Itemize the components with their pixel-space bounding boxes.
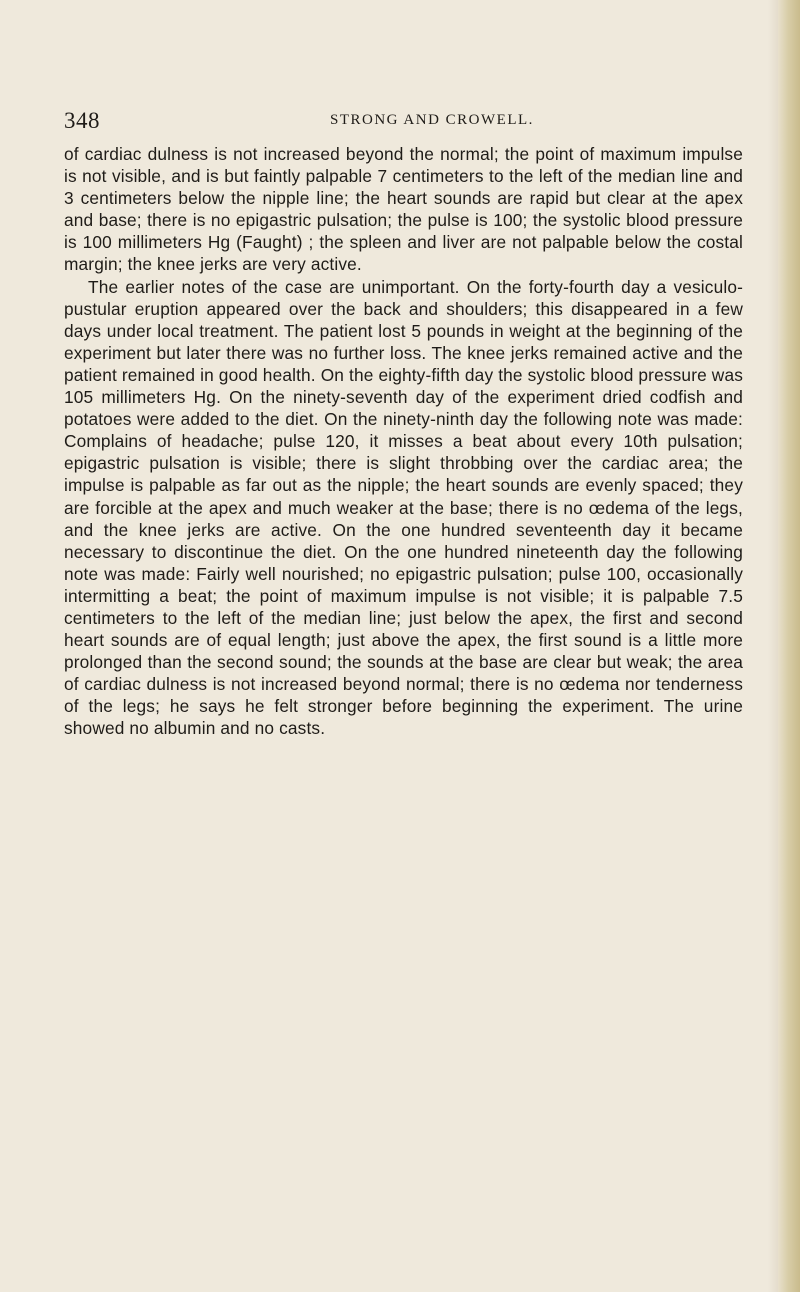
- page-header: [64, 108, 754, 138]
- paragraph-continuation: of cardiac dulness is not increased beyond the normal; the point of maximum impulse is not visible, and is but faintly palpable 7 centimeters to the left of the median line and 3 centimeters below the nipple line; the heart sounds are rapid but clear at the apex and base; there is no epigastric pulsation; the pulse is 100; the systolic blood pressure is 100 millimeters Hg (Faught) ; the spleen and liver are not palpable below the costal margin; the knee jerks are very active.: [64, 144, 743, 275]
- running-head: STRONG AND CROWELL.: [330, 112, 534, 128]
- page-gutter-shadow: [768, 0, 778, 1292]
- page-number: 348: [64, 108, 100, 133]
- paragraph-case-notes: The earlier notes of the case are unimportant. On the forty-fourth day a vesiculo-pustular eruption appeared over the back and shoulders; this disappeared in a few days under local treatment. The patient lost 5 pounds in weight at the beginning of the experiment but later there was no further loss. The knee jerks remained active and the patient remained in good health. On the eighty-fifth day the systolic blood pressure was 105 millimeters Hg. On the ninety-seventh day of the experiment dried codfish and potatoes were added to the diet. On the ninety-ninth day the following note was made: Complains of headache; pulse 120, it misses a beat about every 10th pulsation; epigastric pulsation is visible; there is slight throbbing over the cardiac area; the impulse is palpable as far out as the nipple; the heart sounds are evenly spaced; they are forcible at the apex and much weaker at the base; there is no œdema of the legs, and the knee jerks are active. On the one hundred seventeenth day it became necessary to discontinue the diet. On the one hundred nineteenth day the following note was made: Fairly well nourished; no epigastric pulsation; pulse 100, occasionally intermitting a beat; the point of maximum impulse is not visible; it is palpable 7.5 centimeters to the left of the median line; just below the apex, the first and second heart sounds are of equal length; just above the apex, the first sound is a little more prolonged than the second sound; the sounds at the base are clear but weak; the area of cardiac dulness is not increased beyond normal; there is no œdema nor tenderness of the legs; he says he felt stronger before beginning the experiment. The urine showed no albumin and no casts.: [64, 276, 743, 739]
- page-edge: [778, 0, 800, 1292]
- body-text: [64, 143, 743, 740]
